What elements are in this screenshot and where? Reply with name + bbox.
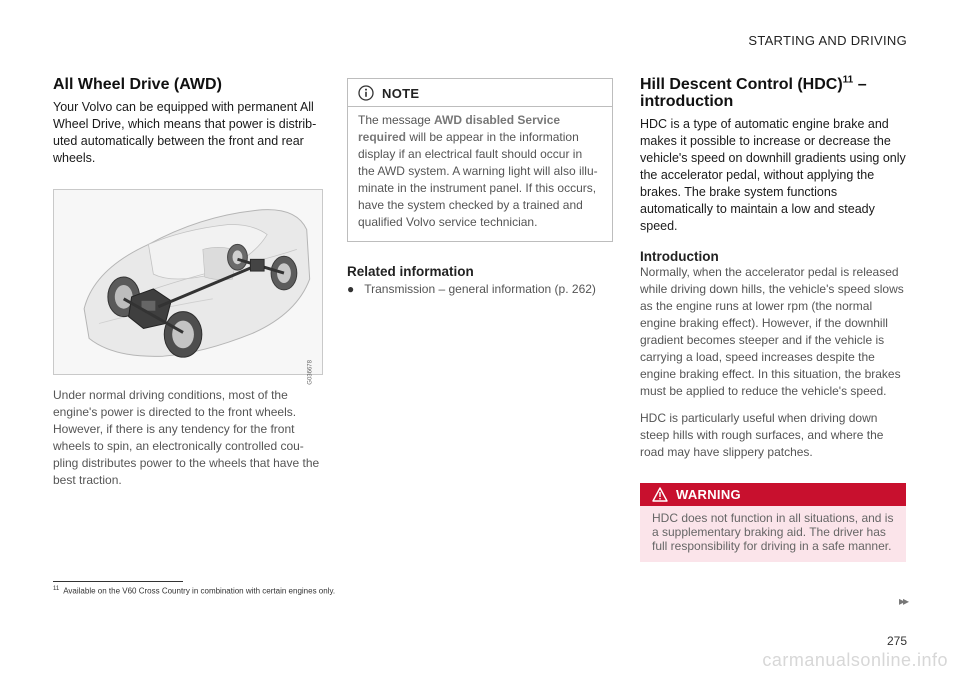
note-box (347, 78, 613, 242)
awd-intro: Your Volvo can be equipped with permanent All Wheel Drive, which means that power is distrib-uted automatically between the front and rear wheels. (53, 100, 317, 165)
left-column (53, 76, 323, 489)
right-column (640, 76, 906, 562)
note-title: NOTE (382, 85, 420, 101)
awd-body: Under normal driving conditions, most of the engine's power is directed to the front wheels. However, if there is any tendency for the front wheels to spin, an electronically controlled cou-pling distributes power to the wheels that have the best traction. (53, 388, 320, 487)
warning-header (640, 483, 906, 506)
footnote-text: Available on the V60 Cross Country in combination with certain engines only. (63, 586, 336, 596)
next-page-arrows-icon[interactable]: ▸▸ (898, 594, 907, 608)
hdc-title (640, 76, 906, 110)
section-header: STARTING AND DRIVING (748, 33, 907, 48)
footnote-number: 11 (53, 586, 60, 592)
hdc-title-suffix: – introduction (640, 76, 867, 110)
footnote-divider (53, 581, 183, 582)
introduction-para-1: Normally, when the accelerator pedal is released while driving down hills, the vehicle's speed slows as the engine runs at lower rpm (the normal engine braking effect). However, if the downhill gradient becomes steeper and if the vehicle is carrying a load, speed increases despite the engine braking effect. In this situation, the brakes must be applied to reduce the vehicle's speed. (640, 265, 904, 398)
page-number: 275 (886, 634, 907, 648)
note-text (358, 112, 602, 231)
note-text-post: will be appear in the information display if an electrical fault should occur in the AWD system. A warning light will also illu-minate in the instrument panel. If this occurs, have the system checked by a trained and qualified Volvo service technician. (358, 130, 598, 229)
warning-title: WARNING (676, 487, 741, 502)
bullet-icon: ● (347, 282, 355, 296)
awd-drivetrain-figure (53, 189, 323, 385)
related-item-link[interactable]: Transmission – general information (p. 262) (364, 282, 596, 296)
warning-triangle-icon (652, 487, 668, 502)
related-title: Related information (347, 264, 474, 279)
info-icon (358, 85, 374, 101)
hdc-intro: HDC is a type of automatic engine brake and makes it possible to increase or decrease the vehicle's speed on downhill gradients using only the accelerator pedal, without applying the brakes. The brake system functions automatically to maintain a low and steady speed. (640, 117, 906, 233)
figure-code: G036678 (308, 360, 314, 385)
awd-title: All Wheel Drive (AWD) (53, 76, 222, 93)
introduction-subtitle: Introduction (640, 249, 719, 264)
hdc-title-text: Hill Descent Control (HDC) (640, 76, 843, 93)
hdc-footnote-ref[interactable]: 11 (842, 74, 854, 86)
note-highlight: AWD disabled Service required (358, 113, 561, 144)
watermark: carmanualsonline.info (762, 650, 948, 670)
introduction-para-2: HDC is particularly useful when driving down steep hills with rough surfaces, and where the road may have slippery patches. (640, 411, 884, 459)
warning-box (640, 483, 906, 562)
warning-text: HDC does not function in all situations, and is a supplementary braking aid. The driver has full responsibility for driving in a safe manner. (640, 506, 906, 562)
note-header (348, 85, 612, 107)
car-drivetrain-illustration (54, 190, 322, 374)
footnote (53, 586, 335, 596)
note-text-pre: The message (358, 113, 435, 127)
related-item[interactable] (347, 281, 613, 298)
middle-column (347, 76, 613, 298)
